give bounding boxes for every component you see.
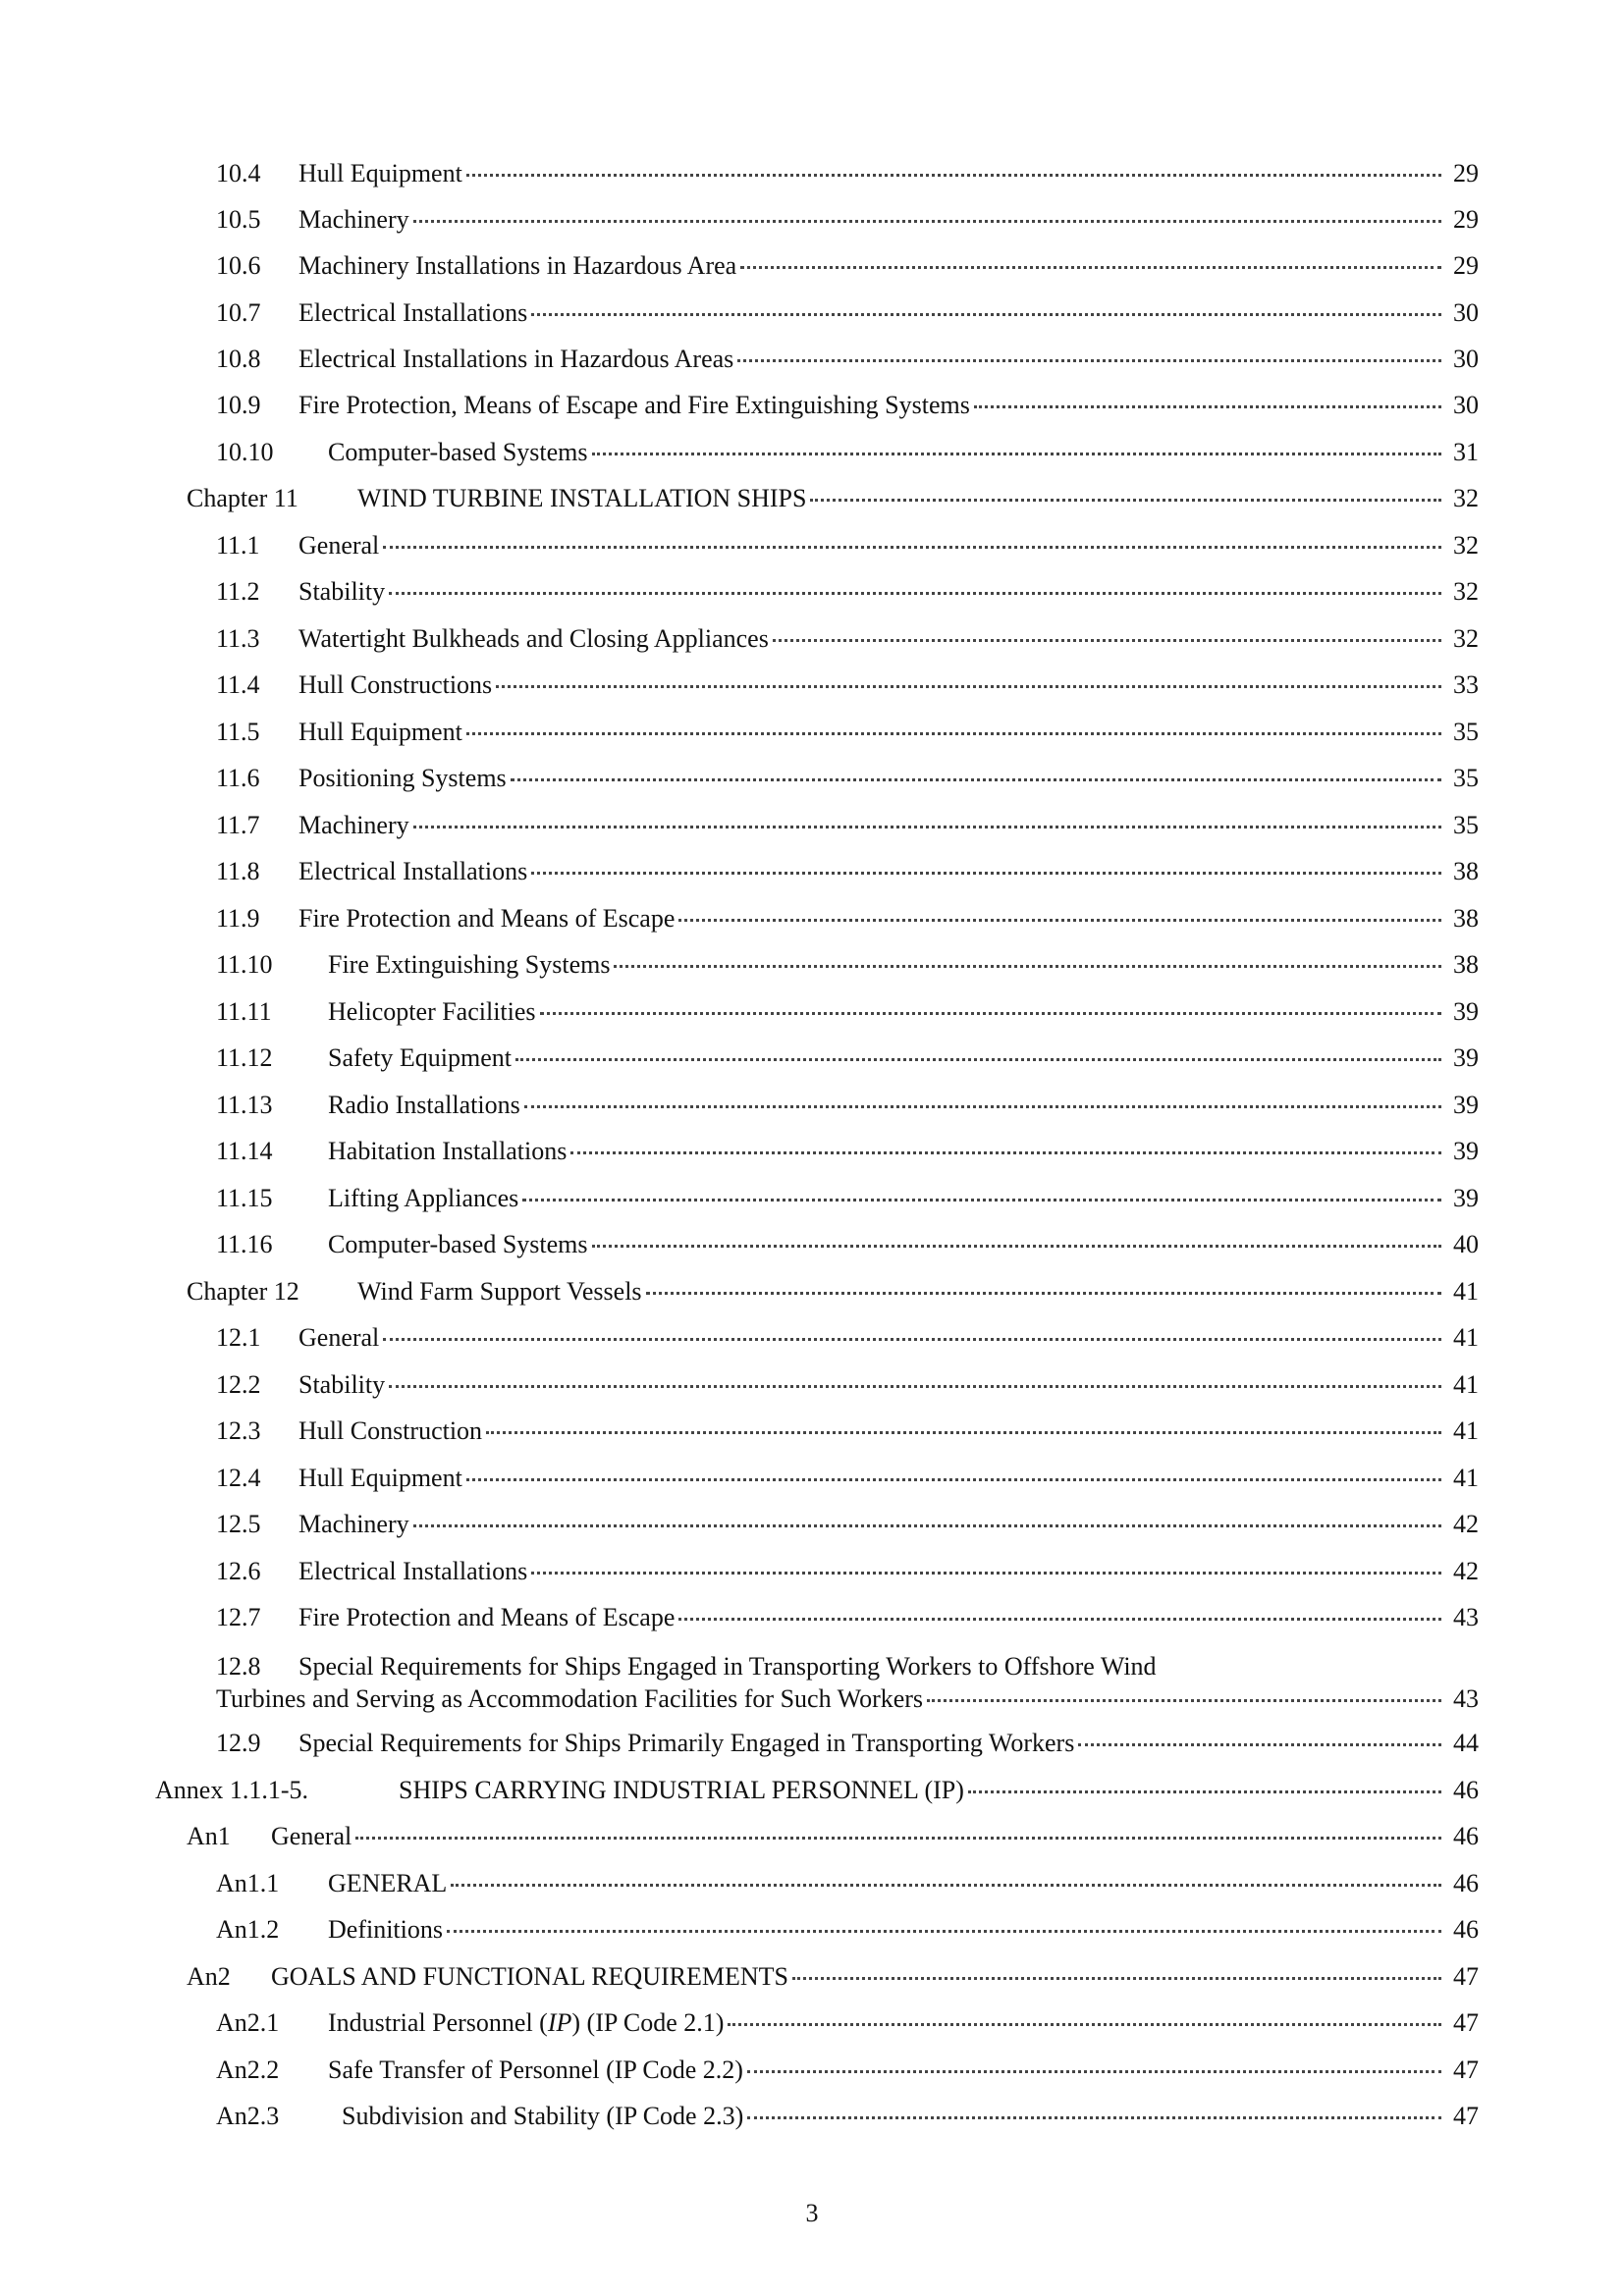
toc-entry[interactable] (216, 2056, 1479, 2085)
dot-leader (570, 1151, 1441, 1154)
section-title: Definitions (328, 1915, 443, 1944)
dot-leader (355, 1837, 1441, 1840)
section-title: Special Requirements for Ships Primarily Engaged in Transporting Workers (298, 1729, 1075, 1757)
toc-entry[interactable] (216, 1510, 1479, 1539)
section-number: 11.15 (216, 1184, 273, 1212)
section-title: Fire Protection and Means of Escape (298, 904, 676, 933)
chapter-number: Chapter 12 (187, 1277, 299, 1306)
section-title: Hull Equipment (298, 1464, 462, 1492)
dot-leader (927, 1699, 1441, 1702)
dot-leader (447, 1930, 1441, 1933)
page-ref: 40 (1453, 1230, 1479, 1258)
page-ref: 29 (1453, 159, 1479, 187)
section-title: Machinery Installations in Hazardous Area (298, 251, 737, 280)
dot-leader (968, 1790, 1441, 1793)
page-ref: 46 (1453, 1822, 1479, 1850)
section-title: GENERAL (328, 1869, 448, 1897)
toc-entry[interactable] (216, 1137, 1479, 1166)
toc-entry[interactable] (216, 1043, 1479, 1073)
section-title: Lifting Appliances (328, 1184, 519, 1212)
section-title: Machinery (298, 811, 409, 839)
section-title-line2: Turbines and Serving as Accommodation Facilities for Such Workers (216, 1684, 924, 1713)
dot-leader (747, 2116, 1441, 2119)
section-number: 10.5 (216, 205, 261, 234)
toc-entry[interactable] (216, 159, 1479, 188)
dot-leader (389, 1385, 1441, 1388)
dot-leader (592, 453, 1441, 455)
page-ref: 32 (1453, 624, 1479, 653)
toc-entry[interactable] (216, 811, 1479, 840)
section-number: 11.6 (216, 764, 260, 792)
dot-leader (740, 266, 1441, 269)
section-number: 12.2 (216, 1370, 261, 1399)
section-number: 12.7 (216, 1603, 261, 1631)
dot-leader (451, 1884, 1441, 1887)
toc-chapter-entry[interactable] (187, 484, 1479, 513)
section-number: 11.2 (216, 577, 260, 606)
section-number: 10.9 (216, 391, 261, 419)
section-title: Fire Extinguishing Systems (328, 950, 611, 979)
page-ref: 31 (1453, 438, 1479, 466)
section-number: 11.3 (216, 624, 260, 653)
toc-chapter-entry[interactable] (187, 1277, 1479, 1307)
page-ref: 42 (1453, 1510, 1479, 1538)
dot-leader (522, 1199, 1441, 1201)
dot-leader (389, 592, 1441, 595)
dot-leader (383, 1338, 1441, 1341)
section-title: General (298, 531, 380, 560)
page-ref: 38 (1453, 904, 1479, 933)
toc-entry[interactable] (216, 718, 1479, 747)
section-title: Habitation Installations (328, 1137, 568, 1165)
section-number: An1.2 (216, 1915, 280, 1944)
page-ref: 44 (1453, 1729, 1479, 1757)
page-ref: 47 (1453, 2008, 1479, 2037)
page-ref: 46 (1453, 1869, 1479, 1897)
page-ref: 39 (1453, 1043, 1479, 1072)
section-title: Hull Equipment (298, 718, 462, 746)
section-title: Hull Equipment (298, 159, 462, 187)
section-number: An2.3 (216, 2102, 280, 2130)
dot-leader (747, 2070, 1441, 2073)
section-number: 11.5 (216, 718, 260, 746)
dot-leader (1078, 1743, 1441, 1746)
chapter-number: Chapter 11 (187, 484, 298, 512)
toc-entry[interactable] (216, 298, 1479, 328)
toc-entry[interactable] (216, 391, 1479, 420)
page-ref: 47 (1453, 1962, 1479, 1991)
page-ref: 32 (1453, 577, 1479, 606)
section-number: 12.9 (216, 1729, 261, 1757)
section-number: 11.10 (216, 950, 273, 979)
page-ref: 47 (1453, 2102, 1479, 2130)
section-title: Stability (298, 577, 386, 606)
dot-leader (592, 1245, 1441, 1248)
page-ref: 39 (1453, 1137, 1479, 1165)
page-ref: 29 (1453, 251, 1479, 280)
dot-leader (466, 1478, 1441, 1481)
section-title: Stability (298, 1370, 386, 1399)
dot-leader (531, 313, 1441, 316)
section-title: Computer-based Systems (328, 438, 588, 466)
section-number: 11.14 (216, 1137, 273, 1165)
page-ref: 33 (1453, 670, 1479, 699)
dot-leader (614, 965, 1441, 968)
toc-entry[interactable] (187, 1822, 1479, 1851)
chapter-title: WIND TURBINE INSTALLATION SHIPS (357, 484, 807, 512)
title-part: ) (IP Code 2.1) (571, 2008, 725, 2037)
toc-entry[interactable] (216, 1915, 1479, 1945)
page-ref: 30 (1453, 345, 1479, 373)
dot-leader (511, 778, 1441, 781)
dot-leader (413, 826, 1441, 828)
toc-entry[interactable] (216, 531, 1479, 561)
section-title: Machinery (298, 1510, 409, 1538)
toc-entry[interactable] (216, 205, 1479, 235)
section-title: Computer-based Systems (328, 1230, 588, 1258)
section-number: 11.9 (216, 904, 260, 933)
dot-leader (524, 1105, 1441, 1108)
section-title: Positioning Systems (298, 764, 507, 792)
section-title: Subdivision and Stability (IP Code 2.3) (342, 2102, 744, 2130)
toc-entry[interactable] (216, 1464, 1479, 1493)
section-number: 11.12 (216, 1043, 273, 1072)
page-ref: 41 (1453, 1370, 1479, 1399)
toc-entry[interactable] (216, 997, 1479, 1027)
section-title: Helicopter Facilities (328, 997, 536, 1026)
page-ref: 41 (1453, 1277, 1479, 1306)
section-number: 10.10 (216, 438, 274, 466)
dot-leader (413, 220, 1441, 223)
page-ref: 39 (1453, 1184, 1479, 1212)
section-number: An2.2 (216, 2056, 280, 2084)
section-number: 11.7 (216, 811, 260, 839)
page-ref: 35 (1453, 811, 1479, 839)
section-title: General (298, 1323, 380, 1352)
dot-leader (496, 685, 1441, 688)
dot-leader (974, 405, 1441, 408)
toc-entry[interactable] (216, 950, 1479, 980)
toc-entry[interactable] (216, 438, 1479, 467)
section-number: An2 (187, 1962, 231, 1991)
section-title: Electrical Installations (298, 298, 528, 327)
section-title: Safety Equipment (328, 1043, 513, 1072)
section-number: 12.5 (216, 1510, 261, 1538)
page-ref: 41 (1453, 1416, 1479, 1445)
dot-leader (383, 546, 1441, 549)
section-title: Machinery (298, 205, 409, 234)
dot-leader (646, 1292, 1441, 1295)
page-ref: 47 (1453, 2056, 1479, 2084)
dot-leader (486, 1431, 1441, 1434)
dot-leader (466, 732, 1441, 735)
section-number: 11.11 (216, 997, 272, 1026)
dot-leader (728, 2023, 1441, 2026)
section-number: 11.13 (216, 1091, 273, 1119)
section-number: 11.4 (216, 670, 260, 699)
page-ref: 30 (1453, 391, 1479, 419)
section-number: 11.16 (216, 1230, 273, 1258)
dot-leader (466, 174, 1441, 177)
page-ref: 35 (1453, 764, 1479, 792)
section-title: Fire Protection and Means of Escape (298, 1603, 676, 1631)
dot-leader (540, 1012, 1441, 1015)
section-number: 12.1 (216, 1323, 261, 1352)
section-number: 12.4 (216, 1464, 261, 1492)
section-number: 11.1 (216, 531, 260, 560)
toc-entry[interactable] (216, 2102, 1479, 2131)
toc-entry[interactable] (216, 1603, 1479, 1632)
dot-leader (531, 1572, 1441, 1575)
section-title: Safe Transfer of Personnel (IP Code 2.2) (328, 2056, 743, 2084)
entry-second-line (216, 1682, 1479, 1715)
dot-leader (678, 1618, 1441, 1621)
entry-first-line (216, 1650, 1479, 1682)
chapter-title: Wind Farm Support Vessels (357, 1277, 642, 1306)
section-number: 12.8 (216, 1652, 261, 1681)
toc-entry[interactable] (187, 1962, 1479, 1992)
page-ref: 41 (1453, 1464, 1479, 1492)
section-title: General (271, 1822, 352, 1850)
toc-entry[interactable] (216, 345, 1479, 374)
section-number: An2.1 (216, 2008, 280, 2037)
section-number: 10.7 (216, 298, 261, 327)
page-ref: 41 (1453, 1323, 1479, 1352)
toc-entry[interactable] (216, 1184, 1479, 1213)
page-ref: 39 (1453, 1091, 1479, 1119)
annex-title: SHIPS CARRYING INDUSTRIAL PERSONNEL (IP) (399, 1776, 964, 1804)
toc-entry[interactable] (216, 1416, 1479, 1446)
dot-leader (773, 639, 1441, 642)
page-ref: 29 (1453, 205, 1479, 234)
page-ref: 38 (1453, 857, 1479, 885)
toc-entry[interactable] (216, 1557, 1479, 1586)
section-number: 12.3 (216, 1416, 261, 1445)
toc-entry[interactable] (216, 904, 1479, 934)
section-title: Watertight Bulkheads and Closing Appliances (298, 624, 769, 653)
title-emphasis: IP (547, 2008, 572, 2037)
dot-leader (737, 359, 1441, 362)
page-ref: 43 (1453, 1603, 1479, 1631)
section-number: An1.1 (216, 1869, 280, 1897)
page-ref: 32 (1453, 531, 1479, 560)
toc-entry[interactable] (216, 1230, 1479, 1259)
dot-leader (515, 1058, 1441, 1061)
section-title: Hull Constructions (298, 670, 493, 699)
section-number: 11.8 (216, 857, 260, 885)
toc-entry[interactable] (216, 1091, 1479, 1120)
section-number: 12.6 (216, 1557, 261, 1585)
title-part: Industrial Personnel ( (328, 2008, 548, 2037)
section-number: 10.6 (216, 251, 261, 280)
page-ref: 46 (1453, 1776, 1479, 1804)
toc-entry[interactable] (216, 251, 1479, 281)
page-ref: 32 (1453, 484, 1479, 512)
page-ref: 42 (1453, 1557, 1479, 1585)
toc-entry[interactable] (216, 1370, 1479, 1400)
dot-leader (413, 1524, 1441, 1527)
dot-leader (810, 499, 1441, 502)
section-title: Electrical Installations (298, 857, 528, 885)
toc-entry-multiline[interactable] (216, 1650, 1479, 1715)
toc-entry[interactable] (216, 577, 1479, 607)
section-title: Hull Construction (298, 1416, 483, 1445)
toc-entry[interactable] (216, 624, 1479, 654)
dot-leader (531, 872, 1441, 875)
dot-leader (678, 919, 1441, 922)
toc-entry[interactable] (216, 1323, 1479, 1353)
section-title: Radio Installations (328, 1091, 520, 1119)
section-title: GOALS AND FUNCTIONAL REQUIREMENTS (271, 1962, 788, 1991)
page-ref: 35 (1453, 718, 1479, 746)
toc-entry[interactable] (216, 764, 1479, 793)
section-title: Electrical Installations in Hazardous Areas (298, 345, 734, 373)
toc-annex-entry[interactable] (155, 1776, 1479, 1805)
section-title: Electrical Installations (298, 1557, 528, 1585)
page-ref: 30 (1453, 298, 1479, 327)
section-title (328, 2008, 724, 2038)
section-title-line1: Special Requirements for Ships Engaged in Transporting Workers to Offshore Wind (298, 1652, 1157, 1681)
page-ref: 39 (1453, 997, 1479, 1026)
toc-entry[interactable] (216, 1729, 1479, 1758)
section-number: 10.8 (216, 345, 261, 373)
dot-leader (792, 1977, 1441, 1980)
section-number: An1 (187, 1822, 231, 1850)
page-ref: 46 (1453, 1915, 1479, 1944)
section-title: Fire Protection, Means of Escape and Fire Extinguishing Systems (298, 391, 970, 419)
toc-entry[interactable] (216, 670, 1479, 700)
page-number: 3 (805, 2199, 819, 2227)
annex-number: Annex 1.1.1-5. (155, 1776, 308, 1804)
page-ref: 38 (1453, 950, 1479, 979)
section-number: 10.4 (216, 159, 261, 187)
toc-entry[interactable] (216, 2008, 1479, 2038)
toc-entry[interactable] (216, 857, 1479, 886)
toc-entry[interactable] (216, 1869, 1479, 1898)
page-ref: 43 (1453, 1684, 1479, 1713)
